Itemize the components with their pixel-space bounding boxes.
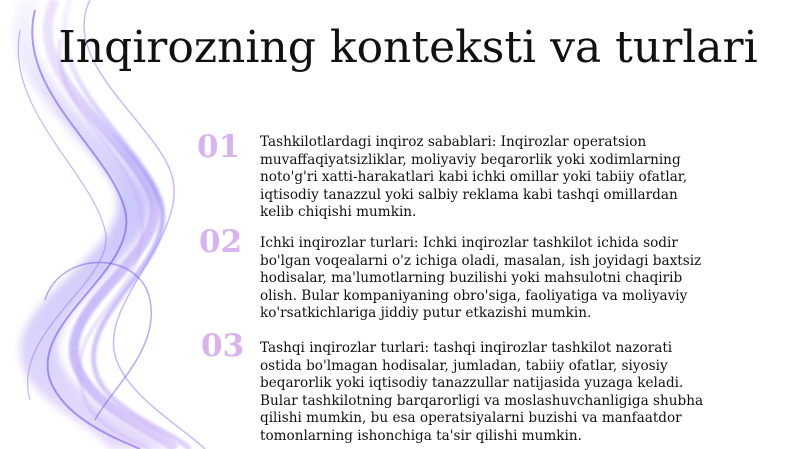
item-number-02: 02 (199, 224, 243, 260)
item-number-03: 03 (201, 328, 245, 364)
item-text-03: Tashqi inqirozlar turlari: tashqi inqirozlar tashkilot nazorati ostida bo'lmagan hodisalar, jumladan, tabiiy ofatlar, siyosiy beqarorlik yoki iqtisodiy tanazzullar natijasida yuzaga keladi. Bular tashkilotning barqarorligi va moslashuvchanligiga shubha qilishi mumkin, bu esa operatsiyalarni buzishi va manfaatdor tomonlarning ishonchiga ta'sir qilishi mumkin. (260, 340, 704, 444)
item-text-01: Tashkilotlardagi inqiroz sabablari: Inqirozlar operatsion muvaffaqiyatsizliklar, moliyaviy beqarorlik yoki xodimlarning noto'g'ri xatti-harakatlari kabi ichki omillar yoki tabiiy ofatlar, iqtisodiy tanazzul yoki salbiy reklama kabi tashqi omillardan kelib chiqishi mumkin. (260, 134, 688, 221)
item-text-02: Ichki inqirozlar turlari: Ichki inqirozlar tashkilot ichida sodir bo'lgan voqealarni o'z ichiga oladi, masalan, ish joyidagi baxtsiz hodisalar, ma'lumotlarning buzilishi yoki mahsulotni chaqirib olish. Bular kompaniyaning obro'siga, faoliyatiga va moliyaviy ko'rsatkichlariga jiddiy putur etkazishi mumkin. (260, 235, 702, 322)
slide-title: Inqirozning konteksti va turlari (58, 22, 758, 73)
item-number-01: 01 (197, 129, 241, 165)
